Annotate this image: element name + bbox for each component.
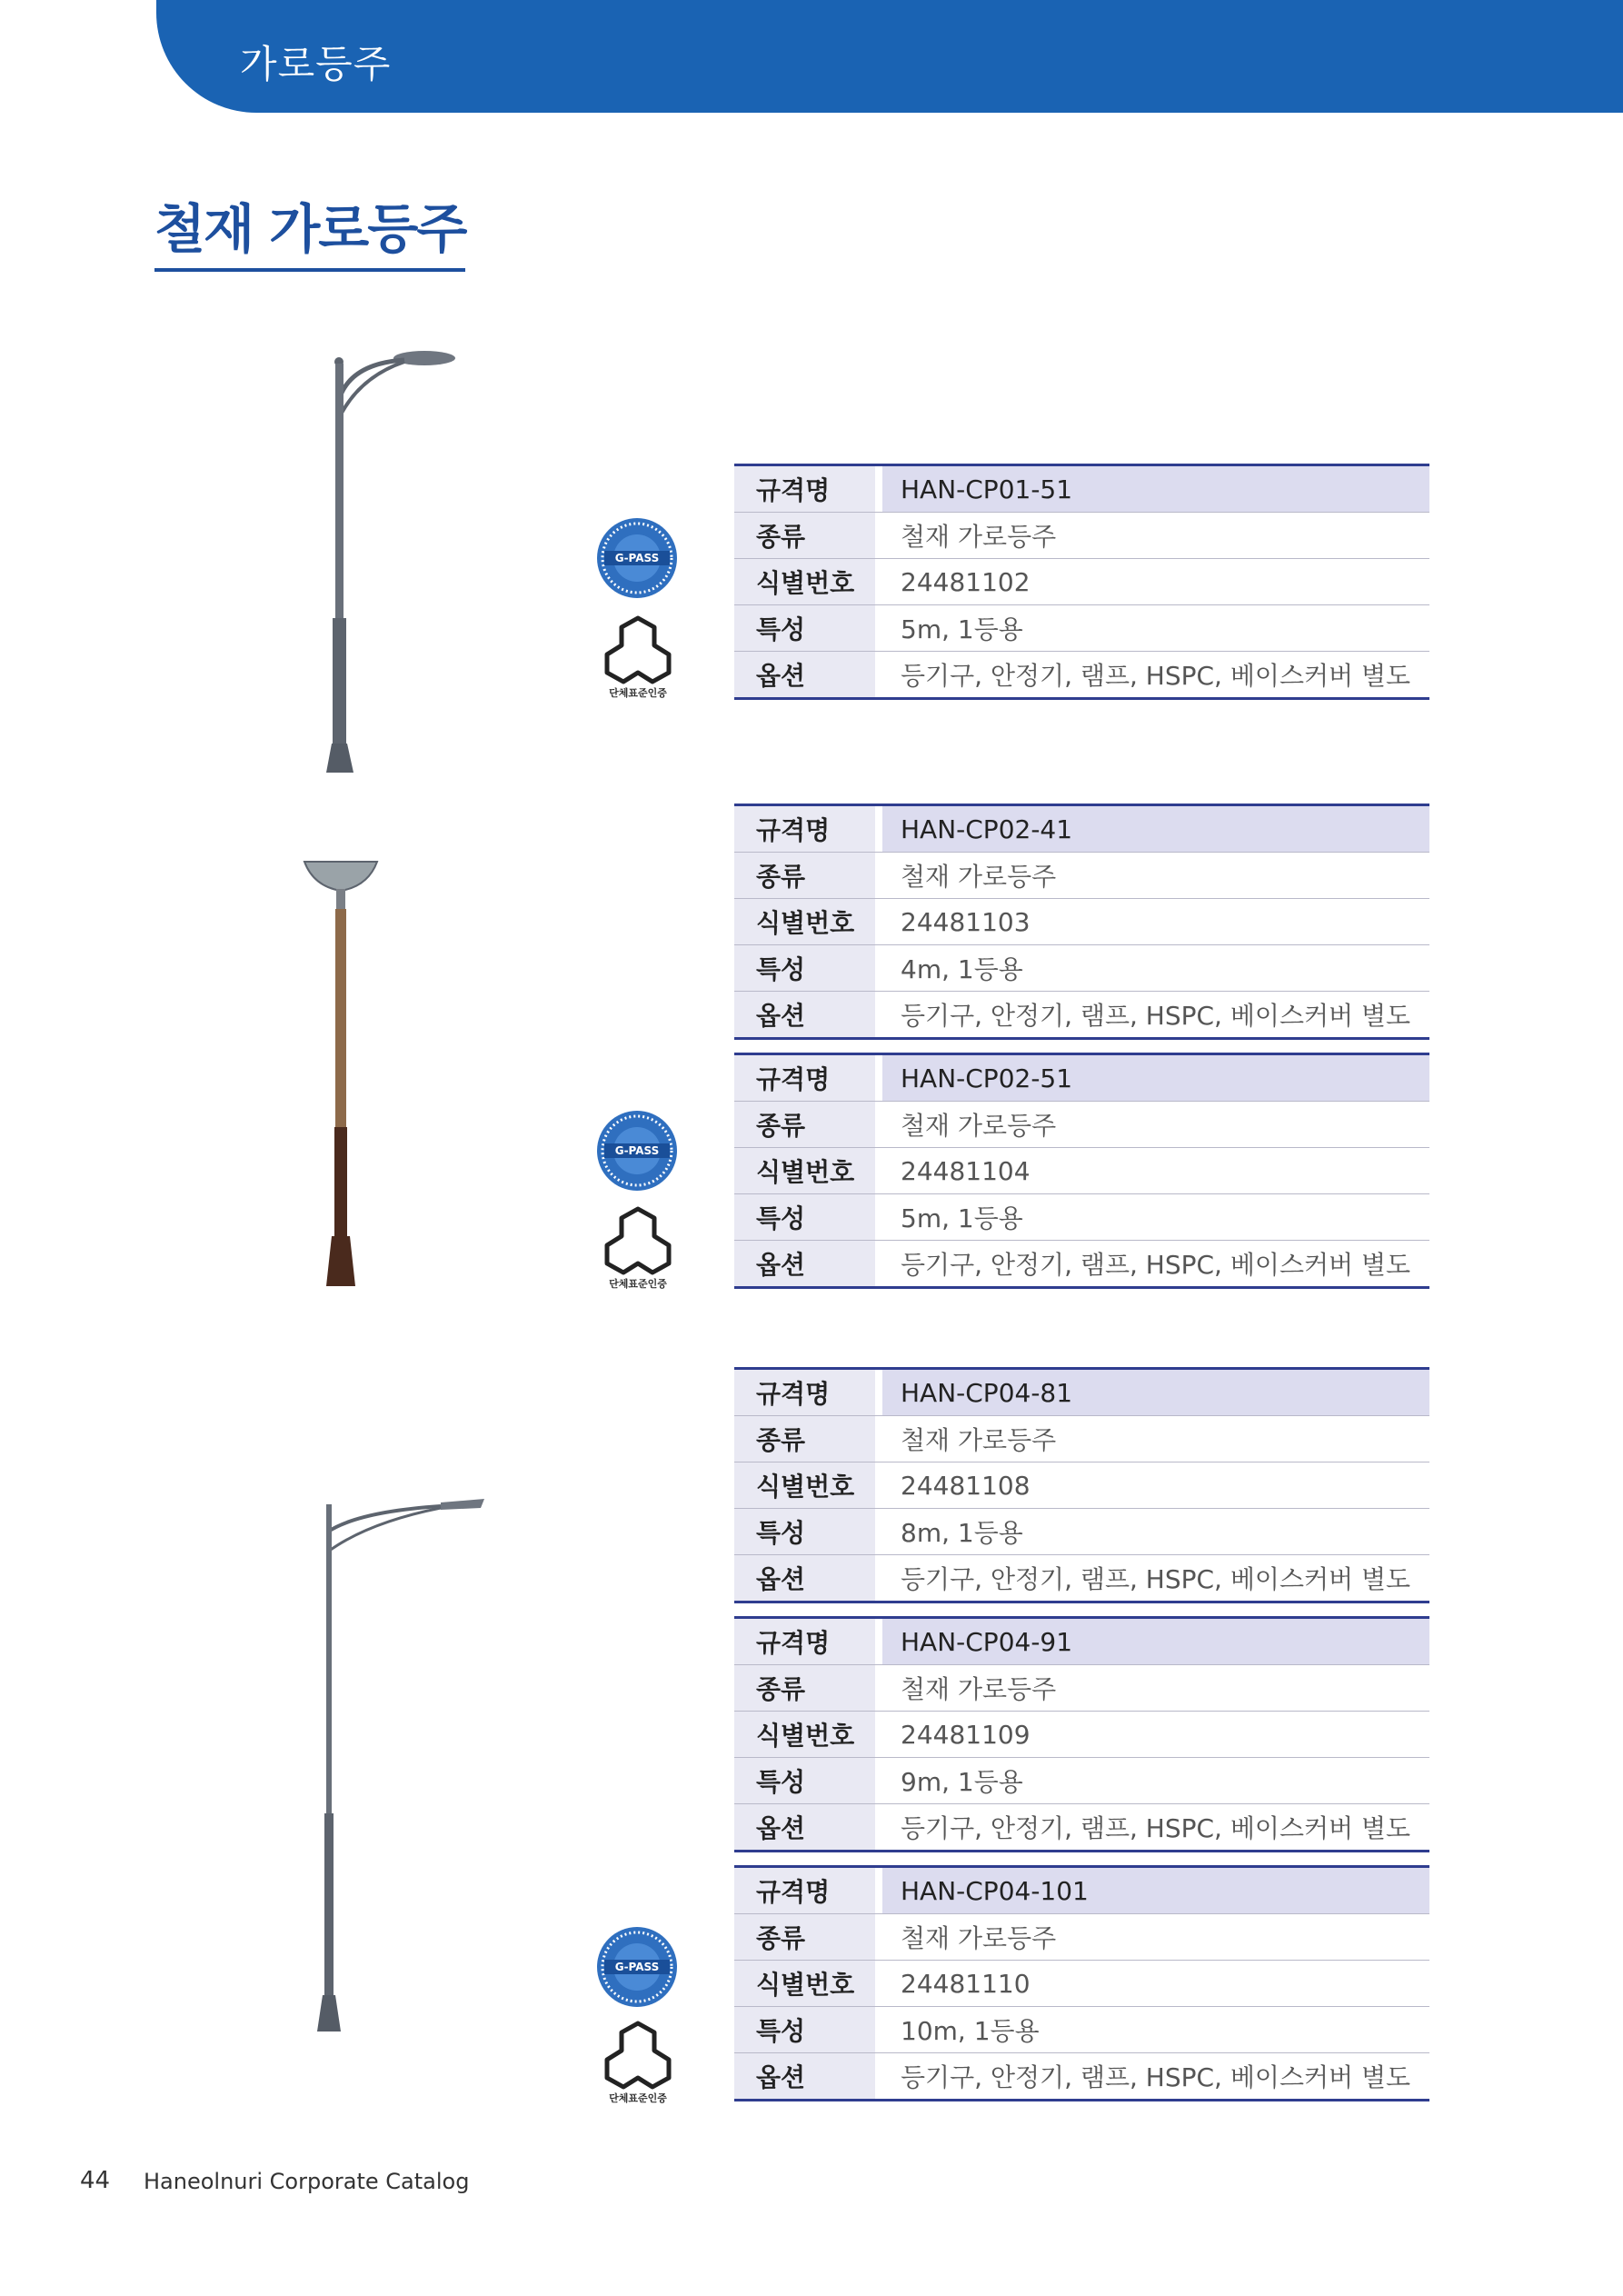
value-option: 등기구, 안정기, 램프, HSPC, 베이스커버 별도	[882, 992, 1429, 1039]
value-spec-name: HAN-CP04-101	[882, 1867, 1429, 1914]
value-type: 철재 가로등주	[882, 513, 1429, 559]
label-feature: 특성	[734, 1509, 875, 1555]
value-spec-name: HAN-CP04-91	[882, 1618, 1429, 1665]
value-id-no: 24481110	[882, 1961, 1429, 2007]
value-feature: 10m, 1등용	[882, 2007, 1429, 2053]
standard-certification-badge: 단체표준인증	[597, 2020, 679, 2111]
street-light-pole-image	[314, 345, 477, 782]
label-id-no: 식별번호	[734, 1148, 875, 1194]
label-spec-name: 규격명	[734, 1369, 875, 1416]
spec-table-han-cp04-81	[734, 1367, 1429, 1603]
label-feature: 특성	[734, 1194, 875, 1241]
tall-street-light-image	[304, 1495, 495, 2041]
label-feature: 특성	[734, 2007, 875, 2053]
label-type: 종류	[734, 1416, 875, 1462]
svg-text:G-PASS: G-PASS	[614, 1144, 660, 1157]
label-id-no: 식별번호	[734, 1961, 875, 2007]
value-id-no: 24481108	[882, 1462, 1429, 1509]
value-id-no: 24481109	[882, 1712, 1429, 1758]
value-id-no: 24481103	[882, 899, 1429, 945]
label-feature: 특성	[734, 945, 875, 992]
value-option: 등기구, 안정기, 램프, HSPC, 베이스커버 별도	[882, 2053, 1429, 2101]
value-feature: 8m, 1등용	[882, 1509, 1429, 1555]
label-option: 옵션	[734, 2053, 875, 2101]
g-pass-badge-icon	[595, 516, 679, 600]
label-option: 옵션	[734, 1241, 875, 1288]
g-pass-badge-icon	[595, 1925, 679, 2009]
label-option: 옵션	[734, 1804, 875, 1852]
value-option: 등기구, 안정기, 램프, HSPC, 베이스커버 별도	[882, 1804, 1429, 1852]
g-pass-badge-icon	[595, 1109, 679, 1193]
spec-table-han-cp02-41	[734, 804, 1429, 1040]
spec-table-han-cp04-91	[734, 1616, 1429, 1852]
value-type: 철재 가로등주	[882, 853, 1429, 899]
value-option: 등기구, 안정기, 램프, HSPC, 베이스커버 별도	[882, 652, 1429, 699]
svg-text:G-PASS: G-PASS	[614, 552, 660, 564]
label-id-no: 식별번호	[734, 1462, 875, 1509]
label-spec-name: 규격명	[734, 1867, 875, 1914]
standard-certification-badge: 단체표준인증	[597, 614, 679, 705]
value-option: 등기구, 안정기, 램프, HSPC, 베이스커버 별도	[882, 1241, 1429, 1288]
label-spec-name: 규격명	[734, 1618, 875, 1665]
label-feature: 특성	[734, 605, 875, 652]
label-spec-name: 규격명	[734, 1054, 875, 1102]
value-feature: 5m, 1등용	[882, 1194, 1429, 1241]
value-type: 철재 가로등주	[882, 1102, 1429, 1148]
value-id-no: 24481102	[882, 559, 1429, 605]
label-type: 종류	[734, 1914, 875, 1961]
value-spec-name: HAN-CP02-51	[882, 1054, 1429, 1102]
value-type: 철재 가로등주	[882, 1665, 1429, 1712]
value-id-no: 24481104	[882, 1148, 1429, 1194]
label-type: 종류	[734, 853, 875, 899]
spec-table-han-cp04-101	[734, 1865, 1429, 2101]
label-option: 옵션	[734, 652, 875, 699]
certification-mark-icon	[602, 1205, 674, 1276]
spec-table-han-cp01-51	[734, 464, 1429, 700]
label-type: 종류	[734, 513, 875, 559]
value-feature: 5m, 1등용	[882, 605, 1429, 652]
label-option: 옵션	[734, 1555, 875, 1602]
section-title: 가로등주	[240, 42, 392, 86]
value-option: 등기구, 안정기, 램프, HSPC, 베이스커버 별도	[882, 1555, 1429, 1602]
label-feature: 특성	[734, 1758, 875, 1804]
value-feature: 9m, 1등용	[882, 1758, 1429, 1804]
catalog-title: Haneolnuri Corporate Catalog	[144, 2169, 470, 2194]
value-type: 철재 가로등주	[882, 1416, 1429, 1462]
standard-certification-badge: 단체표준인증	[597, 1205, 679, 1296]
label-spec-name: 규격명	[734, 805, 875, 853]
value-spec-name: HAN-CP01-51	[882, 465, 1429, 513]
label-option: 옵션	[734, 992, 875, 1039]
decorative-pole-image	[295, 854, 404, 1291]
value-spec-name: HAN-CP02-41	[882, 805, 1429, 853]
svg-text:G-PASS: G-PASS	[614, 1961, 660, 1973]
spec-table-han-cp02-51	[734, 1053, 1429, 1289]
label-id-no: 식별번호	[734, 1712, 875, 1758]
certification-mark-icon	[602, 2020, 674, 2091]
page-number: 44	[80, 2167, 111, 2194]
header-banner	[156, 0, 1623, 113]
certification-mark-icon	[602, 614, 674, 685]
label-spec-name: 규격명	[734, 465, 875, 513]
value-type: 철재 가로등주	[882, 1914, 1429, 1961]
label-type: 종류	[734, 1665, 875, 1712]
value-feature: 4m, 1등용	[882, 945, 1429, 992]
value-spec-name: HAN-CP04-81	[882, 1369, 1429, 1416]
label-id-no: 식별번호	[734, 899, 875, 945]
label-id-no: 식별번호	[734, 559, 875, 605]
page-title: 철재 가로등주	[154, 186, 465, 272]
label-type: 종류	[734, 1102, 875, 1148]
